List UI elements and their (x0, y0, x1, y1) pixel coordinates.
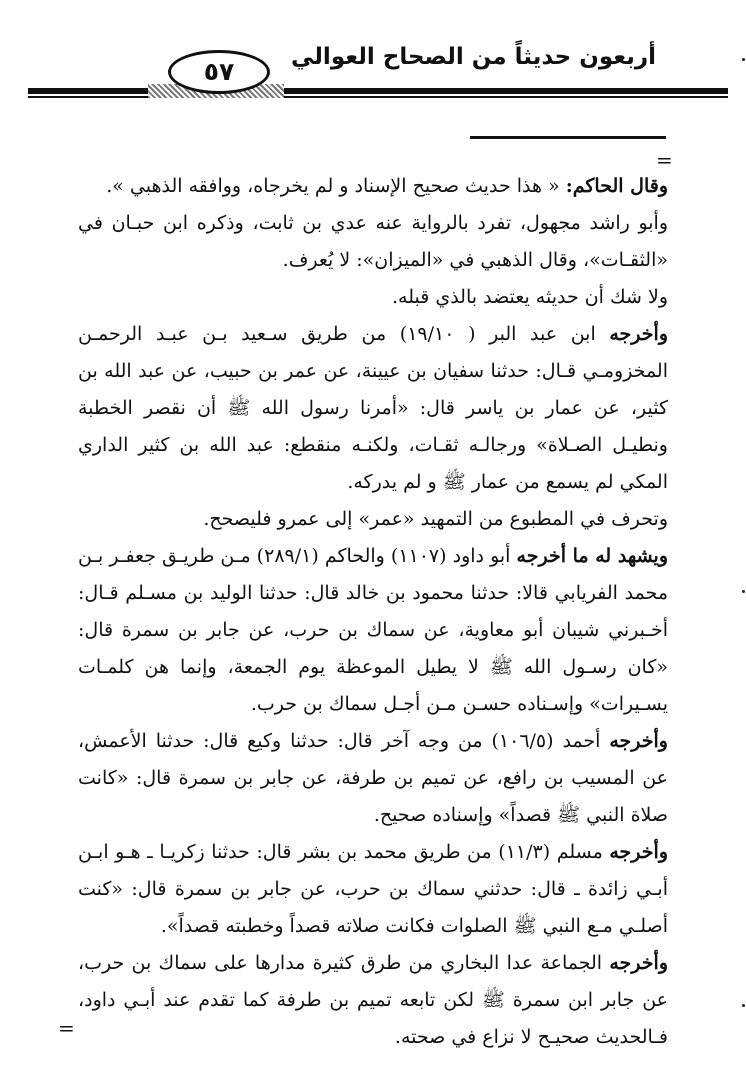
paragraph (78, 205, 668, 279)
body-text (78, 168, 668, 1056)
continuation-mark-bottom: = (58, 1016, 75, 1040)
continuation-mark-top: = (656, 148, 673, 172)
header-rule-thick (28, 88, 728, 94)
margin-dot (742, 1004, 745, 1007)
paragraph-text: وتحرف في المطبوع من التمهيد «عمر» إلى عمرو فليصحح. (203, 508, 668, 530)
paragraph (78, 834, 668, 945)
paragraph-lead: وأخرجه (609, 952, 668, 974)
paragraph-text: أبو داود (١١٠٧) والحاكم (٢٨٩/١) مـن طريـق جعفـر بـن محمد الفريابي قالا: حدثنا محمود بن خالد قال: حدثنا الوليد بن مسـلم قـال: أخـبرني شيبان أبو معاوية، عن سماك بن حرب، عن جابر بن سمرة قال: «كان رسـول الله ﷺ لا يطيل الموعظة يوم الجمعة، وإنما هن كلمـات يسـيرات» وإسـناده حسـن مـن أجـل سماك بن حرب. (78, 545, 668, 715)
margin-dot (742, 590, 745, 593)
book-title: أربعون حديثاً من الصحاح العوالي (291, 44, 656, 70)
paragraph-lead: وأخرجه (609, 323, 668, 345)
paragraph-lead: وأخرجه (609, 841, 668, 863)
paragraph (78, 538, 668, 723)
margin-dot (742, 58, 745, 61)
paragraph (78, 168, 668, 205)
paragraph-text: مسلم (١١/٣) من طريق محمد بن بشر قال: حدثنا زكريـا ـ هـو ابـن أبـي زائدة ـ قال: حدثني سماك بن حرب، عن جابر بن سمرة قال: «كنت أصلـي مـع النبي ﷺ الصلوات فكانت صلاته قصداً وخطبته قصداً». (78, 841, 668, 937)
paragraph (78, 501, 668, 538)
paragraph-text: الجماعة عدا البخاري من طرق كثيرة مدارها على سماك بن حرب، عن جابر ابن سمرة ﷺ لكن تابعه تميم بن طرفة كما تقدم عند أبـي داود، فـالحديث صحيـح لا نزاع في صحته. (78, 952, 668, 1048)
paragraph-text: ابن عبد البر ( ١٩/١٠) من طريق سـعيد بـن عبـد الرحمـن المخزومـي قـال: حدثنا سفيان بن عيينة، عن عمر بن حبيب، عن عبد الله بن كثير، عن عمار بن ياسر قال: «أمرنا رسول الله ﷺ أن نقصر الخطبة ونطيـل الصـلاة» ورجالـه ثقـات، ولكنـه منقطع: عبد الله بن كثير الداري المكي لم يسمع من عمار ﷺ و لم يدركه. (78, 323, 668, 493)
paragraph (78, 723, 668, 834)
paragraph-lead: وقال الحاكم: (565, 175, 668, 197)
paragraph-text: أحمد (١٠٦/٥) من وجه آخر قال: حدثنا وكيع قال: حدثنا الأعمش، عن المسيب بن رافع، عن تميم بن طرفة، عن جابر بن سمرة قال: «كانت صلاة النبي ﷺ قصداً» وإسناده صحيح. (78, 730, 668, 826)
header-rule-thin (28, 96, 728, 98)
paragraph-lead: وأخرجه (609, 730, 668, 752)
page-header (0, 0, 746, 110)
paragraph-text: « هذا حديث صحيح الإسناد و لم يخرجاه، ووافقه الذهبي ». (106, 175, 566, 197)
paragraph-text: ولا شك أن حديثه يعتضد بالذي قبله. (391, 286, 668, 308)
paragraph-text: وأبو راشد مجهول، تفرد بالرواية عنه عدي بن ثابت، وذكره ابن حبـان في «الثقـات»، وقال الذهبي في «الميزان»: لا يُعرف. (78, 212, 668, 271)
paragraph (78, 945, 668, 1056)
paragraph-lead: ويشهد له ما أخرجه (516, 545, 668, 567)
page-number: ٥٧ (168, 50, 270, 94)
footnote-separator (470, 136, 666, 139)
paragraph (78, 279, 668, 316)
paragraph (78, 316, 668, 501)
